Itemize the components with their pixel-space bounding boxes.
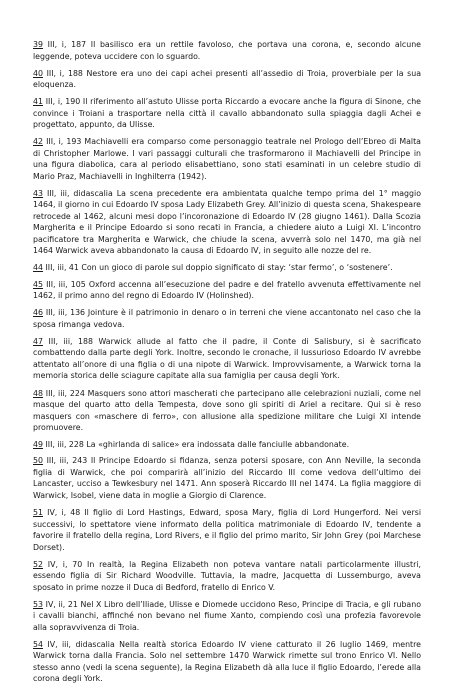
note-text: IV, i, 70 In realtà, la Regina Elizabeth non poteva vantare natali particolarmente illustri, essendo figlia di Sir Richard Woodville. Tuttavia, la madre, Jacquetta di Lussemburgo, aveva sposato in prime nozze il Duca di Bedford, fratello di Enrico V. [33,559,421,592]
note-text: III, iii, didascalia La scena precedente era ambientata qualche tempo prima del 1° maggio 1464, il giorno in cui Edoardo IV sposa Lady Elizabeth Grey. All’inizio di questa scena, Shakespeare retrocede al 1462, alcuni mesi dopo l’incoronazione di Edoardo IV (28 giugno 1461). Dalla Scozia Margherita e il Principe Edoardo si sono recati in Francia, a chiedere aiuto a Luigi XI. L’incontro pacificatore tra Margherita e Warwick, che chiude la scena, avverrà solo nel 1470, ma già nel 1464 Warwick aveva abbandonato la causa di Edoardo IV, in seguito alle nozze del re. [33,188,421,256]
endnote [33,68,421,91]
note-number-link[interactable]: 47 [33,336,43,346]
note-text: III, iii, 136 Jointure è il patrimonio in denaro o in terreni che viene accantonato nel caso che la sposa rimanga vedova. [33,308,421,329]
note-number-link[interactable]: 42 [33,137,43,147]
endnote [33,559,421,594]
endnote [33,388,421,434]
note-number-link[interactable]: 41 [33,97,43,107]
note-number-link[interactable]: 39 [33,40,43,49]
note-number-link[interactable]: 44 [33,263,43,273]
endnote [33,455,421,501]
note-number-link[interactable]: 49 [33,440,43,450]
note-number-link[interactable]: 50 [33,456,43,466]
endnote [33,39,421,62]
note-text: III, i, 187 Il basilisco era un rettile favoloso, che portava una corona, e, secondo alcune leggende, poteva uccidere con lo sguardo. [33,40,421,61]
endnotes-page [33,39,421,690]
note-text: IV, i, 48 Il figlio di Lord Hastings, Edward, sposa Mary, figlia di Lord Hungerford. Nei versi successivi, lo spettatore viene informato della politica matrimoniale di Edoardo IV, tendente a favorire il fratello della regina, Lord Rivers, e il figlio del primo marito, Sir John Grey (poi Marchese Dorset). [33,508,422,552]
endnote [33,336,421,382]
note-text: III, iii, 188 Warwick allude al fatto che il padre, il Conte di Salisbury, si è sacrificato combattendo dalla parte degli York. Inoltre, secondo le cronache, il lussurioso Edoardo IV avrebbe attentato all’onore di una figlia o di una nipote di Warwick. Improvvisamente, a Warwick torna la memoria storica delle sciagure capitate alla sua famiglia per causa degli York. [33,336,421,381]
note-number-link[interactable]: 53 [33,599,43,609]
note-text: IV, iii, didascalia Nella realtà storica Edoardo IV viene catturato il 26 luglio 1469, mentre Warwick torna dalla Francia. Solo nel settembre 1470 Warwick rimette sul trono Enrico VI. Nello stesso anno (vedi la scena seguente), la Regina Elizabeth dà alla luce il figlio Edoardo, l’erede alla corona degli York. [33,639,421,684]
note-number-link[interactable]: 43 [33,188,43,198]
endnote [33,307,421,330]
endnote [33,279,421,302]
endnote [33,599,421,634]
note-number-link[interactable]: 51 [33,508,43,518]
note-text: IV, ii, 21 Nel X Libro dell’Iliade, Ulisse e Diomede uccidono Reso, Principe di Tracia, e gli rubano i cavalli bianchi, affinché non bevano nel fiume Xanto, compiendo così una profezia favorevole alla sopravvivenza di Troia. [33,599,421,632]
note-number-link[interactable]: 52 [33,559,43,569]
note-text: III, iii, 41 Con un gioco di parole sul doppio significato di stay: ‘star fermo’, o ‘sostenere’. [45,263,393,273]
endnote [33,188,421,257]
note-number-link[interactable]: 48 [33,388,43,398]
note-number-link[interactable]: 46 [33,308,43,318]
endnote [33,439,421,451]
note-text: III, i, 188 Nestore era uno dei capi achei presenti all’assedio di Troia, proverbiale per la sua eloquenza. [33,68,421,90]
note-text: III, i, 193 Machiavelli era comparso come personaggio teatrale nel Prologo dell’Ebreo di Malta di Christopher Marlowe. I vari passaggi culturali che trasformarono il Machiavelli del Principe in una figura diabolica, cara al periodo elisabettiano, sono stati esaminati in un celebre studio di Mario Praz, Machiavelli in Inghilterra (1942). [33,137,421,181]
endnote [33,262,421,274]
endnote [33,96,421,131]
note-text: III, iii, 243 Il Principe Edoardo si fidanza, senza potersi sposare, con Ann Neville, la seconda figlia di Warwick, che poi comparirà all’inizio del Riccardo III come vedova dell’ultimo dei Lancaster, ucciso a Tewkesbury nel 1471. Ann sposerà Riccardo III nel 1474. La figlia maggiore di Warwick, Isobel, viene data in moglie a Giorgio di Clarence. [33,456,421,500]
note-text: III, iii, 228 La «ghirlanda di salice» era indossata dalle fanciulle abbandonate. [45,440,350,450]
note-number-link[interactable]: 54 [33,639,43,649]
note-number-link[interactable]: 45 [33,279,43,289]
endnote [33,136,421,182]
note-text: III, iii, 105 Oxford accenna all’esecuzione del padre e del fratello avvenuta effettivamente nel 1462, il primo anno del regno di Edoardo IV (Holinshed). [33,279,421,301]
endnote [33,507,421,553]
endnote [33,639,421,685]
note-text: III, i, 190 Il riferimento all’astuto Ulisse porta Riccardo a evocare anche la figura di Sinone, che convince i Troiani a trasportare nella città il cavallo abbandonato sulla spiaggia dagli Achei e progettato, appunto, da Ulisse. [33,97,422,130]
note-number-link[interactable]: 40 [33,68,43,78]
note-text: III, iii, 224 Masquers sono attori mascherati che partecipano alle celebrazioni nuziali, come nel masque del quarto atto della Tempesta, dove sono gli spiriti di Ariel a recitare. Qui si è reso masquers con «maschere di ferro», con allusione alla spedizione militare che Luigi XI intende promuovere. [33,388,421,433]
